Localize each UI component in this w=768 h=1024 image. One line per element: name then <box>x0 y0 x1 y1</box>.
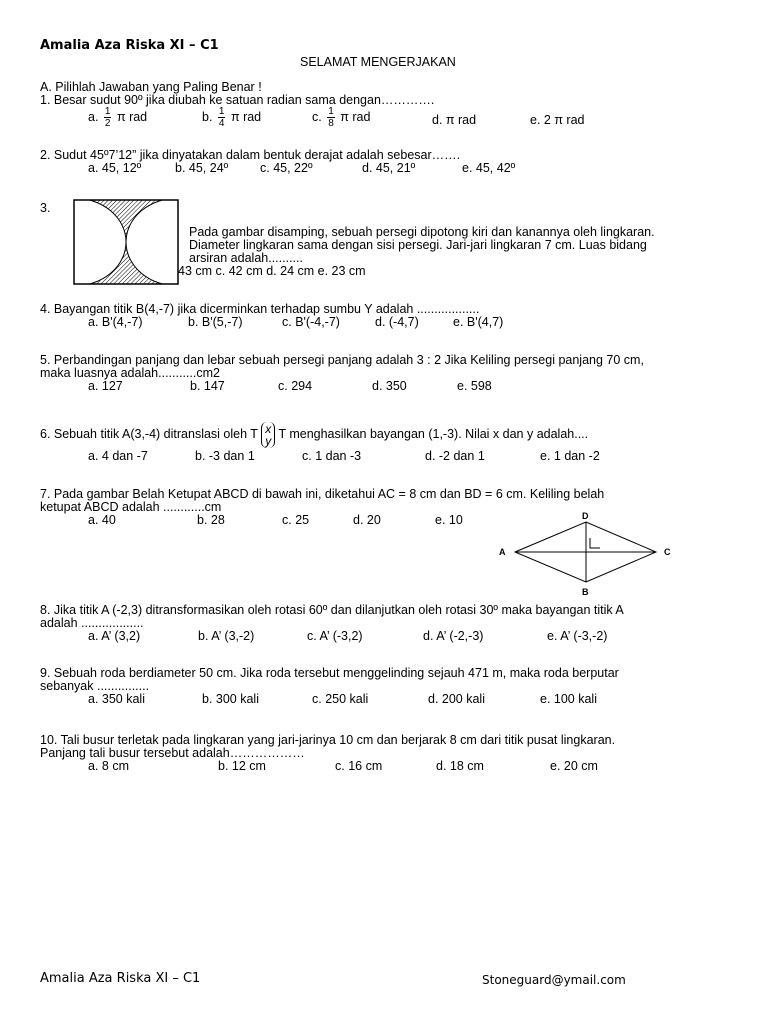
question-2-option-a: a. 45, 12º <box>88 161 142 175</box>
question-2-option-b: b. 45, 24º <box>175 161 229 175</box>
translation-vector: x y <box>261 422 275 448</box>
question-5-option-e: e. 598 <box>457 379 492 393</box>
question-10-option-e: e. 20 cm <box>550 759 598 773</box>
vertex-label-d: D <box>582 511 589 521</box>
question-3-number: 3. <box>40 201 51 215</box>
question-9-option-a: a. 350 kali <box>88 692 145 706</box>
question-9-line-1: 9. Sebuah roda berdiameter 50 cm. Jika roda tersebut menggelinding sejauh 471 m, maka roda berputar <box>40 666 619 680</box>
question-8-line-2: adalah .................. <box>40 616 144 630</box>
question-3-options: 43 cm c. 42 cm d. 24 cm e. 23 cm <box>178 264 366 278</box>
question-5-line-1: 5. Perbandingan panjang dan lebar sebuah persegi panjang adalah 3 : 2 Jika Keliling persegi panjang 70 cm, <box>40 353 644 367</box>
question-8-line-1: 8. Jika titik A (-2,3) ditransformasikan oleh rotasi 60º dan dilanjutkan oleh rotasi 30º maka bayangan titik A <box>40 603 624 617</box>
footer-author: Amalia Aza Riska XI – C1 <box>40 971 201 986</box>
question-9-line-2: sebanyak ............... <box>40 679 150 693</box>
question-8-option-b: b. A’ (3,-2) <box>198 629 255 643</box>
question-9-option-d: d. 200 kali <box>428 692 485 706</box>
question-1-option-c: c. $\frac{1}{8}$ π rad <box>312 106 371 129</box>
question-1-option-a: a. $\frac{1}{2}$ π rad <box>88 106 148 129</box>
question-6-option-b: b. -3 dan 1 <box>195 449 255 463</box>
question-7-option-a: a. 40 <box>88 513 116 527</box>
question-6-option-c: c. 1 dan -3 <box>302 449 362 463</box>
rhombus-figure <box>490 508 680 600</box>
question-6-option-a: a. 4 dan -7 <box>88 449 148 463</box>
question-4-option-b: b. B'(5,-7) <box>188 315 243 329</box>
question-7-line-2: ketupat ABCD adalah ............cm <box>40 500 222 514</box>
question-9-option-b: b. 300 kali <box>202 692 259 706</box>
question-7-option-d: d. 20 <box>353 513 381 527</box>
question-4-option-d: d. (-4,7) <box>375 315 419 329</box>
question-4-option-c: c. B'(-4,-7) <box>282 315 340 329</box>
question-4-option-a: a. B'(4,-7) <box>88 315 143 329</box>
question-5-option-d: d. 350 <box>372 379 407 393</box>
question-1-option-d: d. π rad <box>432 113 477 127</box>
question-6-option-e: e. 1 dan -2 <box>540 449 600 463</box>
question-3-line-2: Diameter lingkaran sama dengan sisi persegi. Jari-jari lingkaran 7 cm. Luas bidang <box>189 238 647 252</box>
question-7-line-1: 7. Pada gambar Belah Ketupat ABCD di bawah ini, diketahui AC = 8 cm dan BD = 6 cm. Keliling belah <box>40 487 605 501</box>
vertex-label-c: C <box>664 547 671 557</box>
author-header: Amalia Aza Riska XI – C1 <box>40 38 219 53</box>
question-2-text: 2. Sudut 45º7’12” jika dinyatakan dalam bentuk derajat adalah sebesar……. <box>40 148 461 162</box>
question-3-line-3: arsiran adalah.......... <box>189 251 303 265</box>
question-10-line-1: 10. Tali busur terletak pada lingkaran yang jari-jarinya 10 cm dan berjarak 8 cm dari titik pusat lingkaran. <box>40 733 616 747</box>
question-2-option-d: d. 45, 21º <box>362 161 416 175</box>
question-6-text: 6. Sebuah titik A(3,-4) ditranslasi oleh T x y T menghasilkan bayangan (1,-3). Nilai x dan y adalah.... <box>40 421 589 448</box>
question-10-option-d: d. 18 cm <box>436 759 484 773</box>
vertex-label-b: B <box>582 587 589 597</box>
question-5-option-a: a. 127 <box>88 379 123 393</box>
question-8-option-e: e. A’ (-3,-2) <box>547 629 608 643</box>
section-a-heading: A. Pilihlah Jawaban yang Paling Benar ! <box>40 80 262 94</box>
question-2-option-e: e. 45, 42º <box>462 161 516 175</box>
question-2-option-c: c. 45, 22º <box>260 161 313 175</box>
question-8-option-a: a. A’ (3,2) <box>88 629 141 643</box>
question-1-text: 1. Besar sudut 90º jika diubah ke satuan radian sama dengan…………. <box>40 93 435 107</box>
question-1-option-e: e. 2 π rad <box>530 113 585 127</box>
question-6-option-d: d. -2 dan 1 <box>425 449 485 463</box>
question-9-option-c: c. 250 kali <box>312 692 369 706</box>
vertex-label-a: A <box>499 547 506 557</box>
question-10-line-2: Panjang tali busur tersebut adalah……………… <box>40 746 305 760</box>
question-10-option-a: a. 8 cm <box>88 759 129 773</box>
question-8-option-d: d. A’ (-2,-3) <box>423 629 484 643</box>
question-10-option-b: b. 12 cm <box>218 759 266 773</box>
question-4-text: 4. Bayangan titik B(4,-7) jika dicerminkan terhadap sumbu Y adalah .................. <box>40 302 480 316</box>
question-7-option-e: e. 10 <box>435 513 463 527</box>
question-5-line-2: maka luasnya adalah...........cm2 <box>40 366 220 380</box>
question-4-option-e: e. B'(4,7) <box>453 315 504 329</box>
square-circles-figure <box>72 198 180 286</box>
question-7-option-b: b. 28 <box>197 513 225 527</box>
question-3-line-1: Pada gambar disamping, sebuah persegi dipotong kiri dan kanannya oleh lingkaran. <box>189 225 655 239</box>
page-title: SELAMAT MENGERJAKAN <box>300 55 456 69</box>
question-7-option-c: c. 25 <box>282 513 310 527</box>
footer-email: Stoneguard@ymail.com <box>482 973 626 987</box>
question-1-option-b: b. $\frac{1}{4}$ π rad <box>202 106 262 129</box>
question-5-option-b: b. 147 <box>190 379 225 393</box>
question-9-option-e: e. 100 kali <box>540 692 597 706</box>
question-5-option-c: c. 294 <box>278 379 313 393</box>
question-10-option-c: c. 16 cm <box>335 759 383 773</box>
question-8-option-c: c. A’ (-3,2) <box>307 629 363 643</box>
